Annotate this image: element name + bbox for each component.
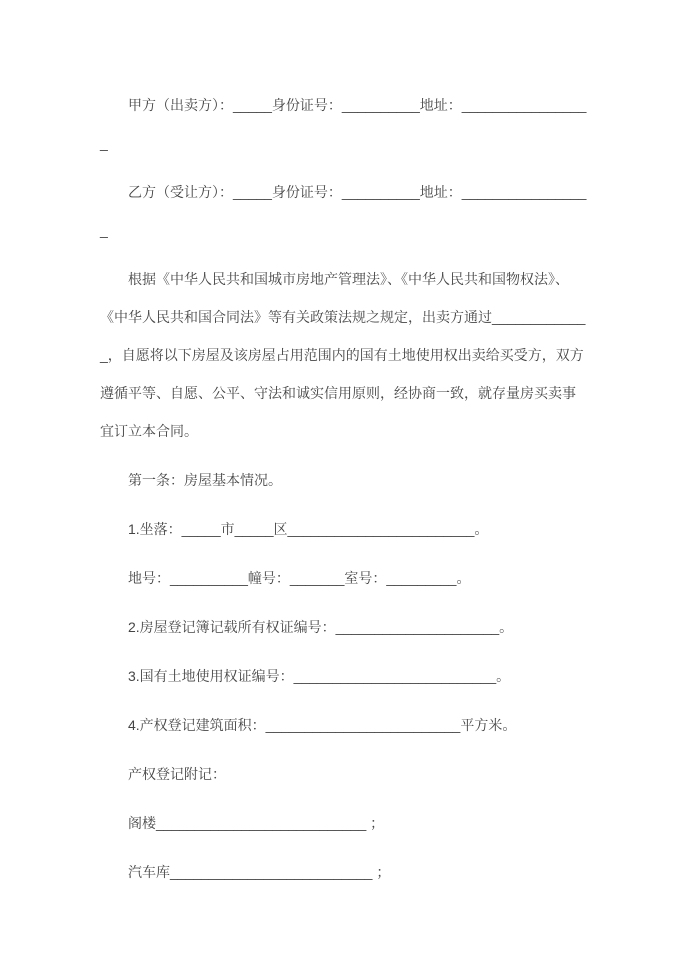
attic-line: 阁楼___________________________ ； — [128, 815, 385, 831]
clause-ownership-cert-number: 2.房屋登记簿记载所有权证编号：_____________________。 — [128, 619, 514, 635]
party-a-address-blank-wrap: _ — [100, 135, 108, 151]
article-1-heading: 第一条：房屋基本情况。 — [128, 472, 282, 488]
party-a-line — [100, 86, 588, 162]
party-b-address-blank-wrap: _ — [100, 222, 108, 238]
clause-land-use-cert-number: 3.国有土地使用权证编号：__________________________。 — [128, 668, 511, 684]
garage-line: 汽车库__________________________ ； — [128, 864, 391, 880]
party-b-line — [100, 173, 588, 249]
clause-registered-area: 4.产权登记建筑面积：_________________________平方米。 — [128, 717, 517, 733]
registration-note-heading: 产权登记附记： — [128, 766, 226, 782]
preamble-paragraph: 根据《中华人民共和国城市房地产管理法》、《中华人民共和国物权法》、《中华人民共和国合同法》等有关政策法规之规定，出卖方通过_____________，自愿将以下房屋及该房屋占用范围内的国有土地使用权出卖给买受方，双方遵循平等、自愿、公平、守法和诚实信用原则，经协商一致，就存量房买卖事宜订立本合同。 — [100, 271, 586, 439]
party-a-text: 甲方（出卖方）：_____身份证号：__________地址：________________ — [128, 97, 587, 113]
clause-location: 1.坐落：_____市_____区________________________。 — [128, 521, 489, 537]
party-b-text: 乙方（受让方）：_____身份证号：__________地址：________________ — [128, 184, 587, 200]
clause-plot-numbers: 地号：__________幢号：_______室号：_________。 — [128, 570, 471, 586]
